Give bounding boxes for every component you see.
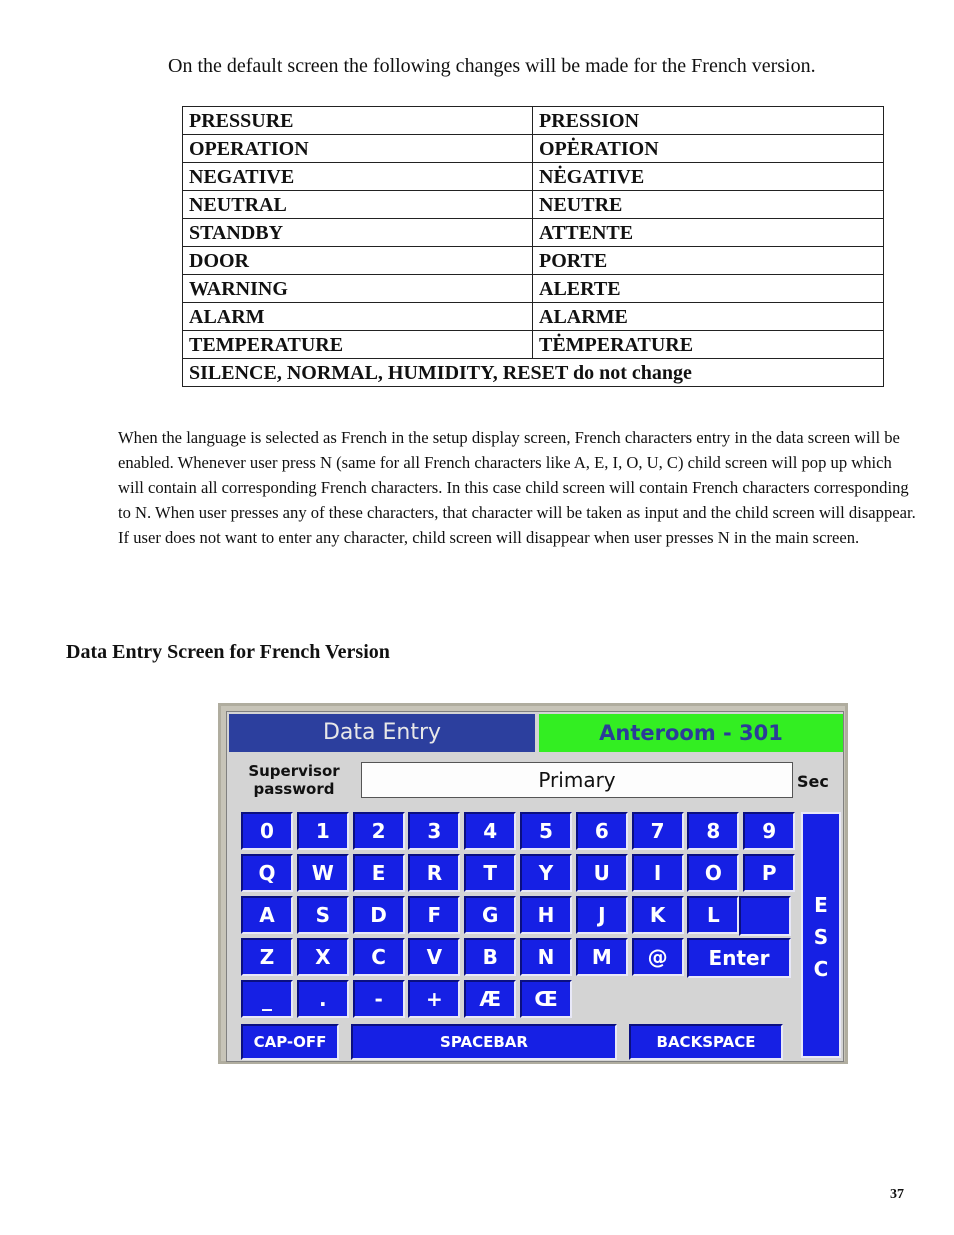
description-paragraph: When the language is selected as French in the setup display screen, French characters entry in the data screen will be enabled. Whenever user press N (same for all French characters like A, E, I, O, U, C) child screen will pop up which will contain all corresponding French characters. In this case child screen will contain French characters corresponding to N. When user presses any of these characters, that character will be taken as input and the child screen will disappear. If user does not want to enter any character, child screen will disappear when user presses N in the main screen. [118, 428, 916, 547]
key-9[interactable]: 9 [743, 812, 795, 850]
table-row [183, 107, 884, 135]
english-term: ALARM [183, 303, 533, 331]
key-l[interactable]: L [687, 896, 739, 934]
key-e[interactable]: E [353, 854, 405, 892]
key-sym[interactable]: . [297, 980, 349, 1018]
key-u[interactable]: U [576, 854, 628, 892]
key-i[interactable]: I [632, 854, 684, 892]
english-term: WARNING [183, 275, 533, 303]
english-term: STANDBY [183, 219, 533, 247]
table-row [183, 331, 884, 359]
key-f[interactable]: F [408, 896, 460, 934]
key-2[interactable]: 2 [353, 812, 405, 850]
key-c[interactable]: C [353, 938, 405, 976]
screen-title: Data Entry [229, 714, 535, 752]
enter-key-top[interactable] [739, 896, 791, 936]
key-s[interactable]: S [297, 896, 349, 934]
key-7[interactable]: 7 [632, 812, 684, 850]
key-m[interactable]: M [576, 938, 628, 976]
key-œ[interactable]: Œ [520, 980, 572, 1018]
english-term: NEGATIVE [183, 163, 533, 191]
data-entry-screen [226, 711, 844, 1062]
room-label: Anteroom - 301 [539, 714, 843, 752]
esc-letter: S [813, 925, 829, 949]
french-term: OPĖRATION [533, 135, 884, 163]
key-4[interactable]: 4 [464, 812, 516, 850]
spacebar-key[interactable]: SPACEBAR [351, 1024, 617, 1060]
key-sym[interactable]: - [353, 980, 405, 1018]
key-5[interactable]: 5 [520, 812, 572, 850]
table-row [183, 135, 884, 163]
french-term: ALERTE [533, 275, 884, 303]
key-r[interactable]: R [408, 854, 460, 892]
translation-table [182, 106, 884, 387]
table-note: SILENCE, NORMAL, HUMIDITY, RESET do not change [183, 359, 884, 387]
password-entry-field[interactable]: Primary [361, 762, 793, 798]
key-b[interactable]: B [464, 938, 516, 976]
key-z[interactable]: Z [241, 938, 293, 976]
section-heading: Data Entry Screen for French Version [66, 641, 390, 663]
key-0[interactable]: 0 [241, 812, 293, 850]
key-8[interactable]: 8 [687, 812, 739, 850]
page-number: 37 [890, 1187, 904, 1202]
table-row [183, 303, 884, 331]
key-d[interactable]: D [353, 896, 405, 934]
key-@[interactable]: @ [632, 938, 684, 976]
french-term: PORTE [533, 247, 884, 275]
sec-label: Sec [797, 772, 829, 791]
table-row [183, 247, 884, 275]
french-term: NEUTRE [533, 191, 884, 219]
key-t[interactable]: T [464, 854, 516, 892]
key-h[interactable]: H [520, 896, 572, 934]
device-screenshot [218, 703, 848, 1064]
english-term: OPERATION [183, 135, 533, 163]
esc-letter: C [813, 957, 829, 981]
key-sym[interactable]: + [408, 980, 460, 1018]
key-v[interactable]: V [408, 938, 460, 976]
intro-text: On the default screen the following changes will be made for the French version. [168, 55, 816, 77]
key-y[interactable]: Y [520, 854, 572, 892]
key-o[interactable]: O [687, 854, 739, 892]
esc-letter: E [814, 893, 828, 917]
english-term: PRESSURE [183, 107, 533, 135]
key-j[interactable]: J [576, 896, 628, 934]
key-sym[interactable]: _ [241, 980, 293, 1018]
cap-off-key[interactable]: CAP-OFF [241, 1024, 339, 1060]
key-æ[interactable]: Æ [464, 980, 516, 1018]
esc-key[interactable] [801, 812, 841, 1058]
french-term: TĖMPERATURE [533, 331, 884, 359]
table-row [183, 219, 884, 247]
supervisor-password-label: Supervisor password [248, 762, 340, 798]
table-row [183, 163, 884, 191]
backspace-key[interactable]: BACKSPACE [629, 1024, 783, 1060]
english-term: NEUTRAL [183, 191, 533, 219]
key-w[interactable]: W [297, 854, 349, 892]
key-1[interactable]: 1 [297, 812, 349, 850]
english-term: TEMPERATURE [183, 331, 533, 359]
key-k[interactable]: K [632, 896, 684, 934]
french-term: ATTENTE [533, 219, 884, 247]
key-3[interactable]: 3 [408, 812, 460, 850]
english-term: DOOR [183, 247, 533, 275]
french-term: NĖGATIVE [533, 163, 884, 191]
table-row [183, 275, 884, 303]
key-p[interactable]: P [743, 854, 795, 892]
key-6[interactable]: 6 [576, 812, 628, 850]
key-n[interactable]: N [520, 938, 572, 976]
french-term: PRESSION [533, 107, 884, 135]
table-note-row [183, 359, 884, 387]
key-q[interactable]: Q [241, 854, 293, 892]
key-x[interactable]: X [297, 938, 349, 976]
table-row [183, 191, 884, 219]
key-g[interactable]: G [464, 896, 516, 934]
key-a[interactable]: A [241, 896, 293, 934]
french-term: ALARME [533, 303, 884, 331]
enter-key[interactable]: Enter [687, 938, 791, 978]
